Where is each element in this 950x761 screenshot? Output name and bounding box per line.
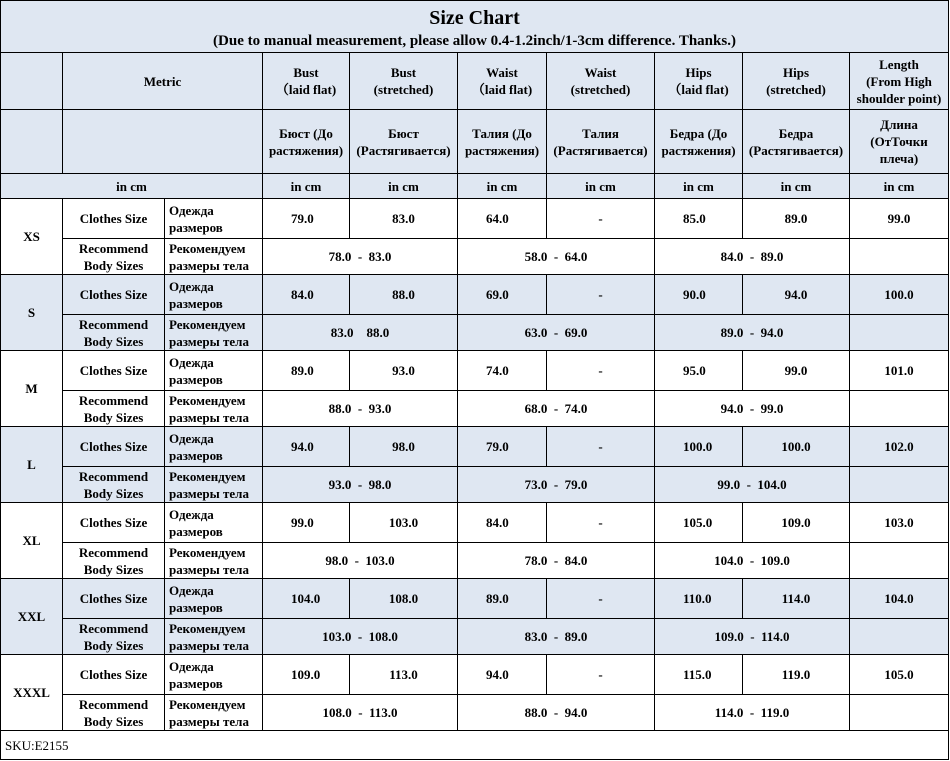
table-cell: 84.0 bbox=[263, 275, 350, 315]
table-cell: 99.0 bbox=[263, 503, 350, 543]
col-header-en: Hips （laid flat) bbox=[655, 53, 743, 110]
col-header-en: Length (From High shoulder point) bbox=[850, 53, 949, 110]
sku-text: SKU:E2155 bbox=[1, 731, 949, 760]
page-title: Size Chart bbox=[429, 6, 520, 29]
recommend-label-ru: Рекомендуем размеры тела bbox=[165, 391, 263, 427]
bust-range: 78.0 - 83.0 bbox=[263, 239, 458, 275]
recommend-row bbox=[1, 695, 949, 731]
waist-range: 88.0 - 94.0 bbox=[458, 695, 655, 731]
size-label: XXL bbox=[1, 579, 63, 655]
table-cell: 115.0 bbox=[655, 655, 743, 695]
clothes-size-label: Clothes Size bbox=[63, 351, 165, 391]
table-cell: 89.0 bbox=[458, 579, 547, 619]
units-row bbox=[1, 174, 949, 199]
unit-cell: in cm bbox=[350, 174, 458, 199]
recommend-label-ru: Рекомендуем размеры тела bbox=[165, 543, 263, 579]
page-subtitle: (Due to manual measurement, please allow 0.4-1.2inch/1-3cm difference. Thanks.) bbox=[213, 32, 736, 49]
table-cell: 105.0 bbox=[850, 655, 949, 695]
bust-range: 83.0 88.0 bbox=[263, 315, 458, 351]
clothes-size-label: Clothes Size bbox=[63, 503, 165, 543]
col-header-ru: Длина (ОтТочки плеча) bbox=[850, 110, 949, 174]
bust-range: 98.0 - 103.0 bbox=[263, 543, 458, 579]
table-cell: 104.0 bbox=[850, 579, 949, 619]
table-cell: 85.0 bbox=[655, 199, 743, 239]
table-cell: 84.0 bbox=[458, 503, 547, 543]
size-rows bbox=[1, 199, 949, 731]
hips-range: 94.0 - 99.0 bbox=[655, 391, 850, 427]
length-range-empty bbox=[850, 695, 949, 731]
waist-range: 78.0 - 84.0 bbox=[458, 543, 655, 579]
recommend-label: Recommend Body Sizes bbox=[63, 315, 165, 351]
table-cell: 94.0 bbox=[743, 275, 850, 315]
clothes-size-row bbox=[1, 275, 949, 315]
table-cell: - bbox=[547, 275, 655, 315]
table-cell: 109.0 bbox=[743, 503, 850, 543]
size-label: S bbox=[1, 275, 63, 351]
clothes-size-row bbox=[1, 427, 949, 467]
recommend-label: Recommend Body Sizes bbox=[63, 543, 165, 579]
unit-cell: in cm bbox=[263, 174, 350, 199]
clothes-size-row bbox=[1, 503, 949, 543]
table-cell: 108.0 bbox=[350, 579, 458, 619]
unit-cell: in cm bbox=[743, 174, 850, 199]
table-cell: 110.0 bbox=[655, 579, 743, 619]
sku-row bbox=[1, 731, 949, 760]
waist-range: 68.0 - 74.0 bbox=[458, 391, 655, 427]
clothes-size-label-ru: Одежда размеров bbox=[165, 199, 263, 239]
bust-range: 88.0 - 93.0 bbox=[263, 391, 458, 427]
length-range-empty bbox=[850, 315, 949, 351]
col-header-en: Bust (stretched) bbox=[350, 53, 458, 110]
table-cell: 90.0 bbox=[655, 275, 743, 315]
table-cell: 89.0 bbox=[263, 351, 350, 391]
header-row-en bbox=[1, 53, 949, 110]
recommend-row bbox=[1, 315, 949, 351]
recommend-label-ru: Рекомендуем размеры тела bbox=[165, 239, 263, 275]
clothes-size-label: Clothes Size bbox=[63, 579, 165, 619]
col-header-ru: Бюст (Растягивается) bbox=[350, 110, 458, 174]
recommend-label-ru: Рекомендуем размеры тела bbox=[165, 315, 263, 351]
clothes-size-row bbox=[1, 199, 949, 239]
clothes-size-label-ru: Одежда размеров bbox=[165, 655, 263, 695]
size-label: XS bbox=[1, 199, 63, 275]
col-header-ru: Бюст (До растяжения) bbox=[263, 110, 350, 174]
clothes-size-row bbox=[1, 655, 949, 695]
table-cell: 79.0 bbox=[458, 427, 547, 467]
table-cell: 114.0 bbox=[743, 579, 850, 619]
metric-header: Metric bbox=[63, 53, 263, 110]
length-range-empty bbox=[850, 619, 949, 655]
header-blank bbox=[63, 110, 263, 174]
unit-label: in cm bbox=[1, 174, 263, 199]
clothes-size-label: Clothes Size bbox=[63, 275, 165, 315]
table-cell: 100.0 bbox=[743, 427, 850, 467]
clothes-size-label: Clothes Size bbox=[63, 655, 165, 695]
col-header-ru: Талия (До растяжения) bbox=[458, 110, 547, 174]
size-label: XXXL bbox=[1, 655, 63, 731]
hips-range: 84.0 - 89.0 bbox=[655, 239, 850, 275]
size-label: L bbox=[1, 427, 63, 503]
table-cell: 105.0 bbox=[655, 503, 743, 543]
table-cell: 89.0 bbox=[743, 199, 850, 239]
clothes-size-row bbox=[1, 579, 949, 619]
col-header-ru: Бедра (Растягивается) bbox=[743, 110, 850, 174]
table-cell: 94.0 bbox=[263, 427, 350, 467]
table-cell: 95.0 bbox=[655, 351, 743, 391]
bust-range: 103.0 - 108.0 bbox=[263, 619, 458, 655]
table-cell: 101.0 bbox=[850, 351, 949, 391]
length-range-empty bbox=[850, 543, 949, 579]
table-cell: 100.0 bbox=[850, 275, 949, 315]
title-row bbox=[1, 1, 949, 53]
unit-cell: in cm bbox=[850, 174, 949, 199]
hips-range: 114.0 - 119.0 bbox=[655, 695, 850, 731]
waist-range: 83.0 - 89.0 bbox=[458, 619, 655, 655]
length-range-empty bbox=[850, 467, 949, 503]
recommend-label-ru: Рекомендуем размеры тела bbox=[165, 695, 263, 731]
header-blank bbox=[1, 53, 63, 110]
table-cell: 99.0 bbox=[743, 351, 850, 391]
recommend-row bbox=[1, 619, 949, 655]
table-cell: 64.0 bbox=[458, 199, 547, 239]
waist-range: 63.0 - 69.0 bbox=[458, 315, 655, 351]
col-header-ru: Талия (Растягивается) bbox=[547, 110, 655, 174]
table-cell: 74.0 bbox=[458, 351, 547, 391]
clothes-size-label-ru: Одежда размеров bbox=[165, 579, 263, 619]
table-cell: 119.0 bbox=[743, 655, 850, 695]
col-header-en: Hips (stretched) bbox=[743, 53, 850, 110]
recommend-row bbox=[1, 239, 949, 275]
recommend-label: Recommend Body Sizes bbox=[63, 619, 165, 655]
size-label: XL bbox=[1, 503, 63, 579]
length-range-empty bbox=[850, 239, 949, 275]
hips-range: 99.0 - 104.0 bbox=[655, 467, 850, 503]
length-range-empty bbox=[850, 391, 949, 427]
table-cell: 69.0 bbox=[458, 275, 547, 315]
table-cell: - bbox=[547, 579, 655, 619]
table-cell: 94.0 bbox=[458, 655, 547, 695]
recommend-row bbox=[1, 391, 949, 427]
table-cell: 93.0 bbox=[350, 351, 458, 391]
col-header-en: Waist （laid flat) bbox=[458, 53, 547, 110]
unit-cell: in cm bbox=[547, 174, 655, 199]
table-cell: 88.0 bbox=[350, 275, 458, 315]
col-header-en: Waist (stretched) bbox=[547, 53, 655, 110]
table-cell: 99.0 bbox=[850, 199, 949, 239]
title-cell bbox=[1, 1, 949, 53]
recommend-row bbox=[1, 543, 949, 579]
table-cell: 100.0 bbox=[655, 427, 743, 467]
waist-range: 73.0 - 79.0 bbox=[458, 467, 655, 503]
clothes-size-row bbox=[1, 351, 949, 391]
table-cell: - bbox=[547, 351, 655, 391]
clothes-size-label: Clothes Size bbox=[63, 427, 165, 467]
recommend-label-ru: Рекомендуем размеры тела bbox=[165, 619, 263, 655]
table-cell: 83.0 bbox=[350, 199, 458, 239]
table-cell: 102.0 bbox=[850, 427, 949, 467]
recommend-label-ru: Рекомендуем размеры тела bbox=[165, 467, 263, 503]
bust-range: 93.0 - 98.0 bbox=[263, 467, 458, 503]
table-cell: 98.0 bbox=[350, 427, 458, 467]
header-blank bbox=[1, 110, 63, 174]
recommend-label: Recommend Body Sizes bbox=[63, 239, 165, 275]
recommend-label: Recommend Body Sizes bbox=[63, 467, 165, 503]
bust-range: 108.0 - 113.0 bbox=[263, 695, 458, 731]
table-cell: - bbox=[547, 655, 655, 695]
clothes-size-label: Clothes Size bbox=[63, 199, 165, 239]
clothes-size-label-ru: Одежда размеров bbox=[165, 503, 263, 543]
header-row-ru bbox=[1, 110, 949, 174]
hips-range: 109.0 - 114.0 bbox=[655, 619, 850, 655]
clothes-size-label-ru: Одежда размеров bbox=[165, 351, 263, 391]
clothes-size-label-ru: Одежда размеров bbox=[165, 275, 263, 315]
unit-cell: in cm bbox=[655, 174, 743, 199]
table-cell: 109.0 bbox=[263, 655, 350, 695]
size-label: M bbox=[1, 351, 63, 427]
col-header-ru: Бедра (До растяжения) bbox=[655, 110, 743, 174]
table-cell: 113.0 bbox=[350, 655, 458, 695]
unit-cell: in cm bbox=[458, 174, 547, 199]
table-cell: - bbox=[547, 427, 655, 467]
table-cell: - bbox=[547, 199, 655, 239]
table-cell: 103.0 bbox=[350, 503, 458, 543]
table-cell: - bbox=[547, 503, 655, 543]
hips-range: 104.0 - 109.0 bbox=[655, 543, 850, 579]
recommend-label: Recommend Body Sizes bbox=[63, 695, 165, 731]
hips-range: 89.0 - 94.0 bbox=[655, 315, 850, 351]
clothes-size-label-ru: Одежда размеров bbox=[165, 427, 263, 467]
table-cell: 104.0 bbox=[263, 579, 350, 619]
table-cell: 79.0 bbox=[263, 199, 350, 239]
waist-range: 58.0 - 64.0 bbox=[458, 239, 655, 275]
col-header-en: Bust （laid flat) bbox=[263, 53, 350, 110]
table-cell: 103.0 bbox=[850, 503, 949, 543]
recommend-label: Recommend Body Sizes bbox=[63, 391, 165, 427]
recommend-row bbox=[1, 467, 949, 503]
